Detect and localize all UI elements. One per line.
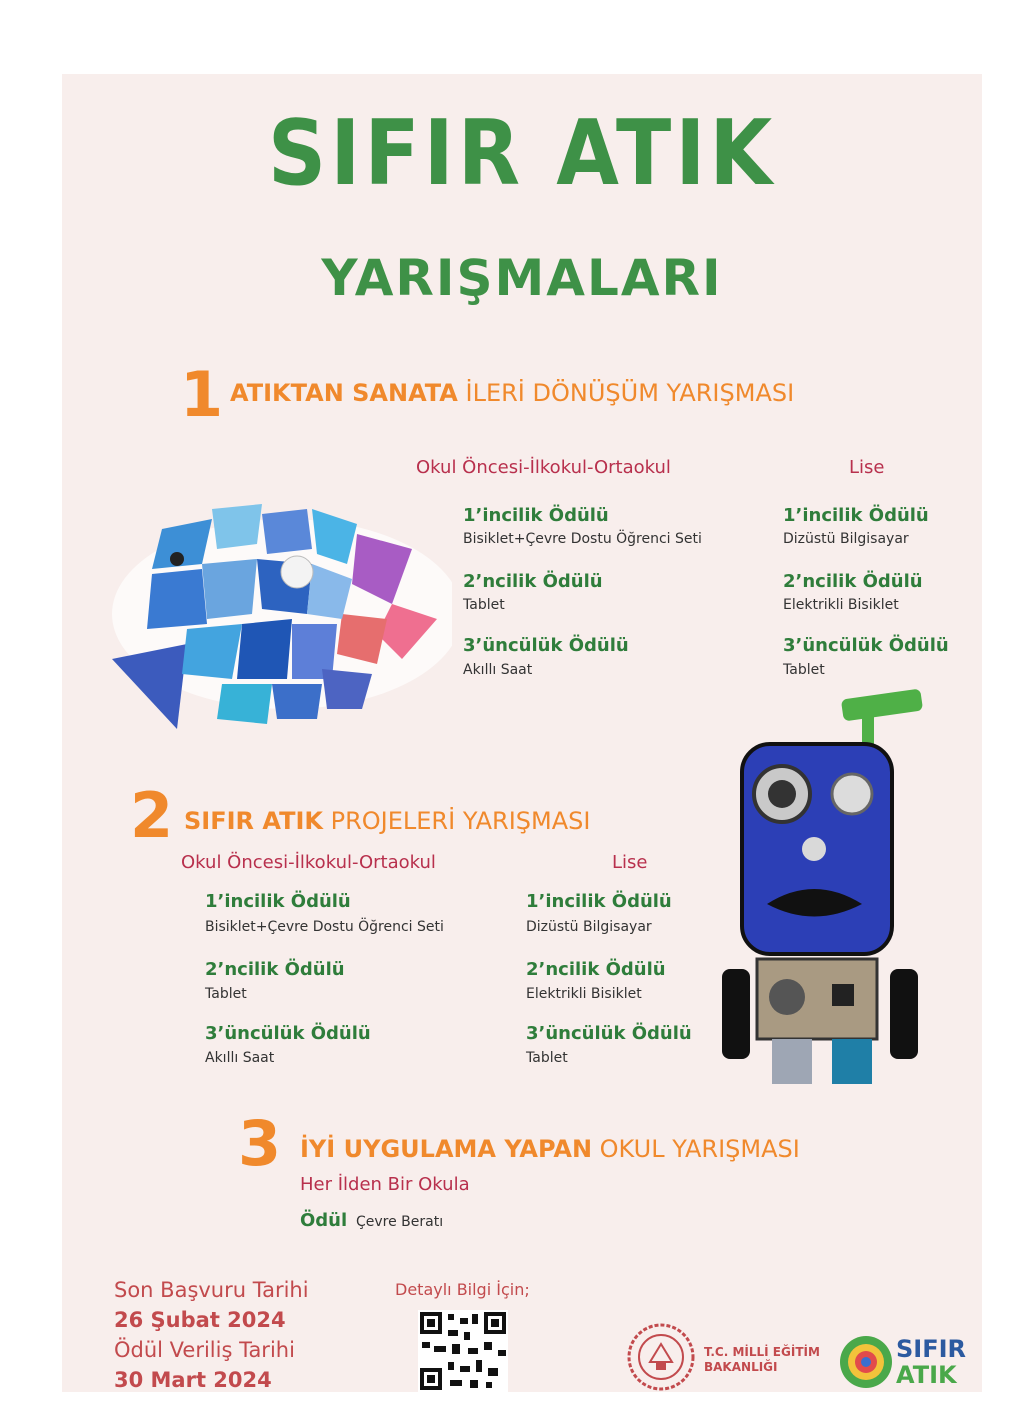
competition1-a-prize2-value: Tablet	[463, 597, 505, 613]
competition1-a-prize3-value: Akıllı Saat	[463, 662, 533, 678]
sifir-atik-logo-icon	[836, 1332, 896, 1392]
competition2-a-prize3-title: 3’üncülük Ödülü	[205, 1023, 371, 1044]
info-label: Detaylı Bilgi İçin;	[395, 1280, 530, 1299]
competition1-b-prize1-value: Dizüstü Bilgisayar	[783, 531, 909, 547]
competition2-a-prize1-title: 1’incilik Ödülü	[205, 891, 351, 912]
competition2-title-rest: PROJELERİ YARIŞMASI	[322, 807, 591, 835]
competition2-b-prize1-value: Dizüstü Bilgisayar	[526, 919, 652, 935]
competition2-title	[184, 807, 590, 835]
competition1-a-prize1-value: Bisiklet+Çevre Dostu Öğrenci Seti	[463, 531, 702, 547]
logo-text-line1: SIFIR	[896, 1335, 967, 1363]
competition2-b-prize1-title: 1’incilik Ödülü	[526, 891, 672, 912]
poster	[62, 74, 982, 1392]
award-date: 30 Mart 2024	[114, 1368, 272, 1392]
competition1-b-prize3-value: Tablet	[783, 662, 825, 678]
fish-mosaic-illustration	[92, 494, 452, 744]
competition2-category-b: Lise	[612, 852, 648, 873]
ministry-name-line2: BAKANLIĞI	[704, 1360, 778, 1374]
competition3-title-bold: İYİ UYGULAMA YAPAN	[300, 1135, 593, 1163]
competition2-title-bold: SIFIR ATIK	[184, 807, 323, 835]
competition2-b-prize3-title: 3’üncülük Ödülü	[526, 1023, 692, 1044]
competition1-a-prize3-title: 3’üncülük Ödülü	[463, 635, 629, 656]
competition1-a-prize2-title: 2’ncilik Ödülü	[463, 571, 603, 592]
competition1-category-a: Okul Öncesi-İlkokul-Ortaokul	[416, 457, 671, 478]
sifir-atik-logo-text	[896, 1336, 966, 1388]
competition1-category-b: Lise	[849, 457, 885, 478]
deadline-date: 26 Şubat 2024	[114, 1308, 286, 1332]
competition1-b-prize2-value: Elektrikli Bisiklet	[783, 597, 899, 613]
competition1-b-prize3-title: 3’üncülük Ödülü	[783, 635, 949, 656]
competition1-title	[230, 379, 794, 407]
competition1-a-prize1-title: 1’incilik Ödülü	[463, 505, 609, 526]
competition1-b-prize1-title: 1’incilik Ödülü	[783, 505, 929, 526]
competition2-category-a: Okul Öncesi-İlkokul-Ortaokul	[181, 852, 436, 873]
ministry-name-line1: T.C. MİLLİ EĞİTİM	[704, 1345, 820, 1359]
competition3-number: 3	[238, 1107, 282, 1180]
competition3-scope: Her İlden Bir Okula	[300, 1174, 470, 1195]
competition2-b-prize2-value: Elektrikli Bisiklet	[526, 986, 642, 1002]
competition2-a-prize2-value: Tablet	[205, 986, 247, 1002]
competition1-b-prize2-title: 2’ncilik Ödülü	[783, 571, 923, 592]
qr-code-icon[interactable]	[418, 1310, 508, 1392]
competition2-b-prize3-value: Tablet	[526, 1050, 568, 1066]
competition3-award-label: Ödül	[300, 1210, 348, 1231]
competition2-a-prize3-value: Akıllı Saat	[205, 1050, 275, 1066]
ministry-seal-icon	[626, 1322, 696, 1392]
main-subtitle: YARIŞMALARI	[321, 249, 723, 307]
award-date-label: Ödül Veriliş Tarihi	[114, 1338, 295, 1362]
competition1-title-rest: İLERİ DÖNÜŞÜM YARIŞMASI	[457, 379, 795, 407]
competition3-title-rest: OKUL YARIŞMASI	[592, 1135, 800, 1163]
competition2-number: 2	[130, 779, 174, 852]
competition2-b-prize2-title: 2’ncilik Ödülü	[526, 959, 666, 980]
competition2-a-prize2-title: 2’ncilik Ödülü	[205, 959, 345, 980]
competition1-title-bold: ATIKTAN SANATA	[230, 379, 458, 407]
deadline-label: Son Başvuru Tarihi	[114, 1278, 309, 1302]
competition1-number: 1	[180, 358, 224, 431]
competition3-title	[300, 1135, 800, 1163]
robot-illustration	[712, 689, 952, 1099]
logo-text-line2: ATIK	[896, 1361, 957, 1389]
main-title: SIFIR ATIK	[267, 101, 777, 206]
ministry-name	[704, 1345, 820, 1375]
competition2-a-prize1-value: Bisiklet+Çevre Dostu Öğrenci Seti	[205, 919, 444, 935]
competition3-award-value: Çevre Beratı	[356, 1214, 444, 1230]
